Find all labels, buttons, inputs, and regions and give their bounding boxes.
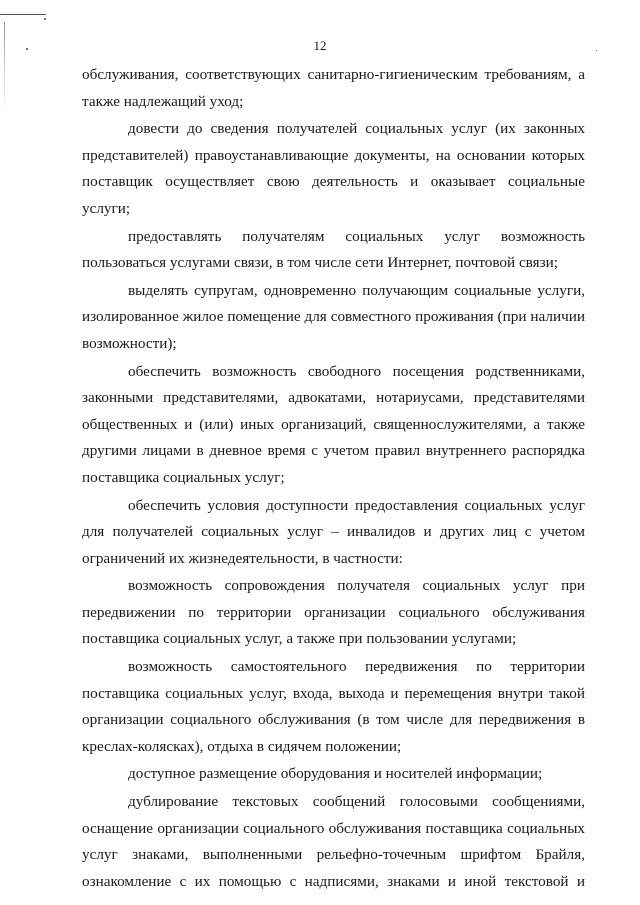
paragraph: доступное размещение оборудования и носителей информации; — [128, 765, 543, 783]
paragraph: довести до сведения получателей социальных услуг (их законных представителей) правоустанавливающие документы, на основании которых поставщик осуществляет свою деятельность и оказывает социальные услуги; — [82, 120, 585, 217]
paragraph: выделять супругам, одновременно получающим социальные услуги, изолированное жилое помещение для совместного проживания (при наличии возможности); — [82, 281, 585, 352]
page-number: 12 — [313, 38, 327, 53]
paragraph: обеспечить условия доступности предоставления социальных услуг для получателей социальных услуг – инвалидов и других лиц с учетом ограничений их жизнедеятельности, в частности: — [82, 496, 585, 567]
paragraph: возможность сопровождения получателя социальных услуг при передвижении по территории организации социального обслуживания поставщика социальных услуг, а также при пользовании услугами; — [82, 577, 585, 648]
paragraph: обслуживания, соответствующих санитарно-гигиеническим требованиям, а также надлежащий уход; — [82, 66, 585, 110]
scan-speck — [44, 18, 46, 20]
scan-artifact-edge — [4, 22, 5, 112]
document-body — [82, 62, 585, 895]
paragraph: возможность самостоятельного передвижения по территории поставщика социальных услуг, входа, выхода и перемещения внутри такой организации социального обслуживания (в том числе для передвижения в креслах-колясках), отдыха в сидячем положении; — [82, 658, 585, 755]
paragraph: обеспечить возможность свободного посещения родственниками, законными представителями, адвокатами, нотариусами, представителями общественных и (или) иных организаций, священнослужителями, а также другими лицами в дневное время с учетом правил внутреннего распорядка поставщика социальных услуг; — [82, 362, 585, 486]
paragraph: предоставлять получателям социальных услуг возможность пользоваться услугами связи, в том числе сети Интернет, почтовой связи; — [82, 227, 585, 272]
paragraph: дублирование текстовых сообщений голосовыми сообщениями, оснащение организации социального обслуживания поставщика социальных услуг знаками, выполненными рельефно-точечным шрифтом Брайля, ознакомление с их помощью с надписями, знаками и иной текстовой и — [82, 793, 585, 890]
scan-artifact-line — [0, 14, 46, 15]
